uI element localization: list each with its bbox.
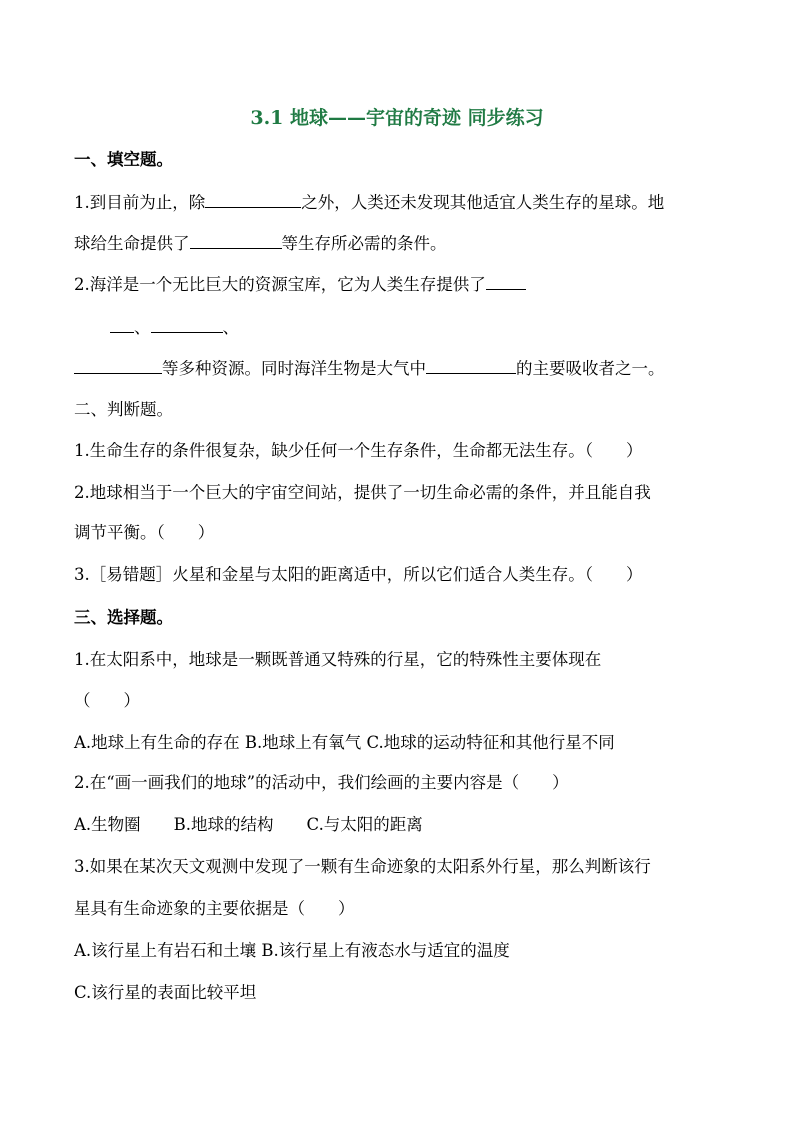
fill-q1-text-d: 等生存所必需的条件。 [281,234,447,253]
answer-blank[interactable] [426,355,516,374]
section-heading-true-false: 二、判断题。 [74,400,173,419]
mc-q3-options-ab: A.该行星上有岩石和土壤 B.该行星上有液态水与适宜的温度 [74,941,510,960]
fill-q1-text-a: 1.到目前为止，除 [74,193,206,212]
fill-q1-line2 [74,230,447,256]
answer-blank[interactable] [486,271,526,290]
fill-q1-text-b: 之外，人类还未发现其他适宜人类生存的星球。地 [301,193,665,212]
answer-blank[interactable] [151,314,223,333]
page-title: 3.1 地球——宇宙的奇迹 同步练习 [250,107,544,129]
fill-q2-line1 [74,271,526,297]
section-heading-multiple-choice: 三、选择题。 [74,608,173,627]
mc-q2: 2.在“画一画我们的地球”的活动中，我们绘画的主要内容是（ ） [74,773,569,792]
mc-q3-option-c: C.该行星的表面比较平坦 [74,983,257,1002]
answer-blank[interactable] [205,189,301,208]
separator: 、 [134,318,151,337]
fill-q2-text-c: 的主要吸收者之一。 [516,359,665,378]
answer-blank[interactable] [110,314,134,333]
fill-q2-text-a: 2.海洋是一个无比巨大的资源宝库，它为人类生存提供了 [74,275,486,294]
mc-q1-line2: （ ） [74,691,140,710]
fill-q1-line1 [74,189,664,215]
section-heading-fill-blank: 一、填空题。 [74,150,173,169]
separator: 、 [222,318,239,337]
mc-q1-line1: 1.在太阳系中，地球是一颗既普通又特殊的行星，它的特殊性主要体现在 [74,650,602,669]
answer-blank[interactable] [74,355,162,374]
fill-q2-text-b: 等多种资源。同时海洋生物是大气中 [162,359,426,378]
mc-q3-line2: 星具有生命迹象的主要依据是（ ） [74,899,355,918]
answer-blank[interactable] [190,230,282,249]
fill-q2-line3 [74,355,665,381]
fill-q2-line2 [110,314,239,340]
fill-q1-text-c: 球给生命提供了 [74,234,190,253]
mc-q1-options: A.地球上有生命的存在 B.地球上有氧气 C.地球的运动特征和其他行星不同 [74,733,615,752]
tf-q2-line1: 2.地球相当于一个巨大的宇宙空间站，提供了一切生命必需的条件，并且能自我 [74,483,651,502]
tf-q2-line2: 调节平衡。（ ） [74,523,215,542]
tf-q3: 3.［易错题］火星和金星与太阳的距离适中，所以它们适合人类生存。（ ） [74,565,643,584]
tf-q1: 1.生命生存的条件很复杂，缺少任何一个生存条件，生命都无法生存。（ ） [74,441,643,460]
mc-q2-options: A.生物圈 B.地球的结构 C.与太阳的距离 [74,815,423,834]
mc-q3-line1: 3.如果在某次天文观测中发现了一颗有生命迹象的太阳系外行星，那么判断该行 [74,857,651,876]
